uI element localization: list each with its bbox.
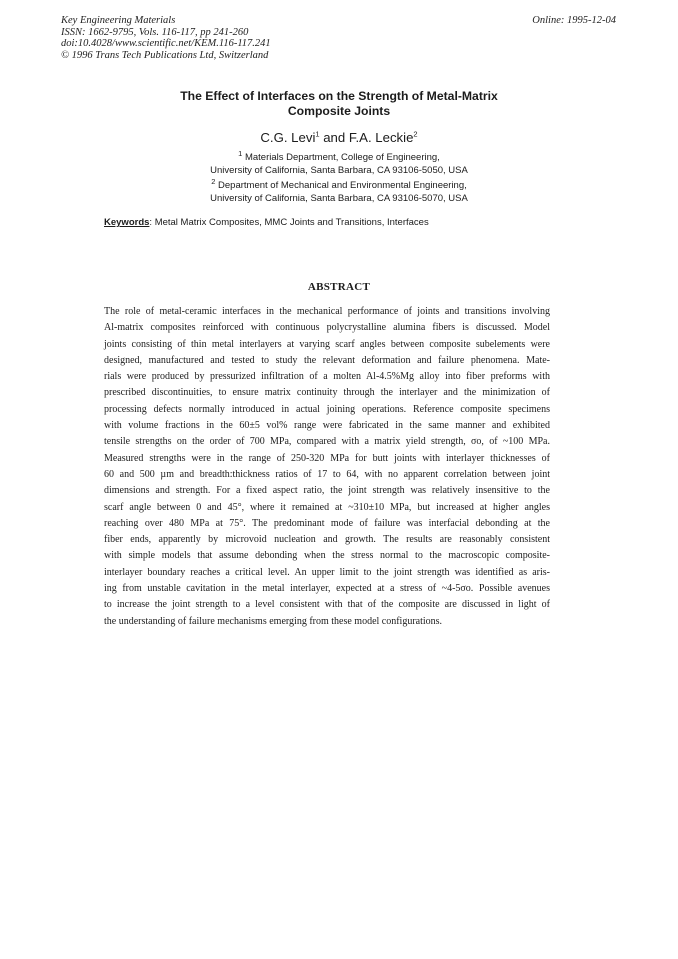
author-2: F.A. Leckie (348, 130, 414, 145)
author-1-affiliation-mark: 1 (315, 129, 320, 139)
copyright-line: © 1996 Trans Tech Publications Ltd, Switzerland (61, 49, 269, 61)
abstract-line: joints consisting of thin metal interlayers at varying scarf angles between composite subelements were (104, 338, 550, 350)
author-2-affiliation-mark: 2 (413, 129, 418, 139)
title-line-1: The Effect of Interfaces on the Strength of Metal-Matrix (180, 89, 498, 103)
affiliation-2-line-2: University of California, Santa Barbara, CA 93106-5070, USA (210, 192, 468, 204)
abstract-line: dimensions and strength. For a fixed aspect ratio, the joint strength was relatively insensitive to the (104, 485, 550, 497)
publication-metadata (61, 15, 271, 61)
issn-line: ISSN: 1662-9795, Vols. 116-117, pp 241-260 (61, 26, 249, 38)
doi-link[interactable]: doi:10.4028/www.scientific.net/KEM.116-117.241 (61, 38, 271, 50)
abstract-line: prescribed discontinuities, to ensure matrix continuity through the interlayer and the minimization of (104, 387, 550, 399)
abstract-line: scarf angle between 0 and 45°, where it remained at ~310±10 MPa, but increased at higher angles (104, 501, 550, 513)
online-date: Online: 1995-12-04 (532, 15, 616, 26)
author-line (0, 130, 678, 145)
affiliation-1-mark: 1 (238, 148, 243, 158)
abstract-line: tensile strengths on the order of 700 MPa, compared with a matrix yield strength, σo, of ~100 MPa. (104, 436, 550, 448)
journal-name: Key Engineering Materials (61, 15, 176, 26)
abstract-line: reaching over 480 MPa at 75°. The predominant mode of failure was interfacial debonding at the (104, 517, 550, 529)
affiliation-1-line-1: Materials Department, College of Engineering, (244, 152, 440, 163)
abstract-line: with simple models that assume debonding when the stress normal to the macroscopic composite- (104, 550, 550, 562)
abstract-line: interlayer boundary reaches a critical level. An upper limit to the joint strength was identified as aris- (104, 566, 550, 578)
abstract-line: Measured strengths were in the range of 250-320 MPa for butt joints with interlayer thicknesses of (104, 452, 550, 464)
author-1: C.G. Levi (260, 130, 316, 145)
paper-title (0, 89, 678, 119)
affiliation-1-line-2: University of California, Santa Barbara, CA 93106-5050, USA (210, 164, 468, 176)
abstract-line: to increase the joint strength to a level consistent with that of the composite are discussed in light of (104, 599, 550, 611)
keywords: Keywords: Metal Matrix Composites, MMC Joints and Transitions, Interfaces (104, 217, 429, 228)
abstract-line: with volume fractions in the 60±5 vol% range were fabricated in the same manner and exhibited (104, 420, 550, 432)
keywords-label: Keywords (104, 217, 150, 228)
abstract-heading: ABSTRACT (307, 281, 371, 293)
abstract-line: fiber ends, apparently by microvoid nucleation and growth. The results are reasonably consistent (104, 534, 550, 546)
affiliation-2 (0, 176, 678, 205)
abstract-line: designed, manufactured and tested to study the relevant deformation and failure phenomena. Mate- (104, 354, 550, 366)
keywords-text: Metal Matrix Composites, MMC Joints and Transitions, Interfaces (154, 217, 429, 228)
affiliation-2-mark: 2 (211, 176, 216, 186)
abstract-line: processing defects normally introduced in actual joining operations. Reference composite specimens (104, 403, 550, 415)
affiliation-2-line-1: Department of Mechanical and Environmental Engineering, (218, 180, 467, 191)
abstract-body (104, 304, 550, 630)
abstract-line: Al-matrix composites reinforced with continuous polycrystalline alumina fibers is discussed. Model (104, 322, 550, 334)
author-conjunction: and (323, 130, 346, 145)
abstract-line: ing from unstable cavitation in the metal interlayer, expected at a stress of ~4-5σo. Possible avenues (104, 583, 550, 595)
abstract-line: rials were produced by pressurized infiltration of a molten Al-4.5%Mg alloy into fiber preforms with (104, 371, 550, 383)
abstract-line: the understanding of failure mechanisms emerging from these model configurations. (104, 615, 443, 627)
title-line-2: Composite Joints (287, 104, 391, 118)
abstract-line: 60 and 500 µm and breadth:thickness ratios of 17 to 64, with no apparent correlation between joint (104, 468, 550, 480)
abstract-line: The role of metal-ceramic interfaces in the mechanical performance of joints and transitions involving (104, 306, 550, 317)
affiliation-1 (0, 148, 678, 177)
